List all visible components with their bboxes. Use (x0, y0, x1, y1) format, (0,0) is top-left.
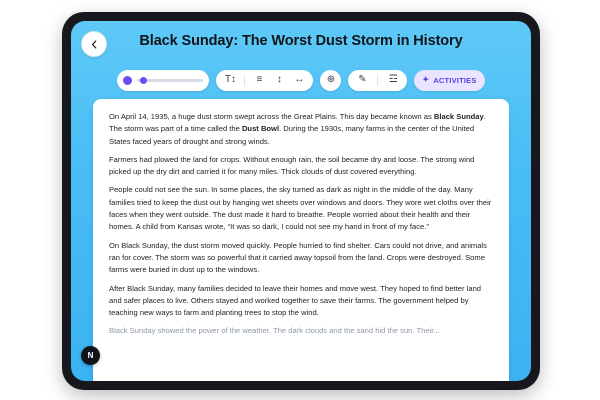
activities-button[interactable] (414, 70, 484, 91)
reader-toolbar (71, 67, 531, 93)
paragraph-text: People could not see the sun. In some places, the sky turned as dark as night in the middle of the day. Many families tried to keep the dust out by hanging wet sheets over windows and doors. They wore wet cloths over their faces when they went outside. The dust made it hard to breathe. People worried about their health and their homes. A child from Kansas wrote, “It was so dark, I could not see my hand in front of my face.” (109, 185, 492, 232)
document-paragraph (109, 154, 493, 179)
paragraph-text: On April 14, 1935, a huge dust storm swept across the Great Plains. This day became known as (109, 112, 434, 121)
page-title: Black Sunday: The Worst Dust Storm in History (139, 33, 463, 49)
text-format-group (216, 70, 313, 91)
paragraph-text: On Black Sunday, the dust storm moved quickly. People hurried to find shelter. Cars could not drive, and animals ran for cover. The storm was so powerful that it carried away topsoil from the land. Crops were destroyed. Some farms were buried in dust up to the windows. (109, 240, 487, 275)
slider-rail[interactable] (137, 79, 203, 82)
sparkle-icon: ✦ (422, 75, 430, 84)
avatar[interactable]: N (81, 346, 100, 365)
paragraph-text: After Black Sunday, many families decided to leave their homes and move west. They hoped to find better land and safer places to live. Others stayed and worked together to save their farms. The government helped by teaching new ways to farm and planting trees to stop the wind. (109, 283, 482, 318)
emphasized-term: Black Sunday (433, 112, 484, 121)
font-size-icon[interactable]: T↕ (224, 74, 236, 85)
tablet-device-frame (62, 12, 540, 390)
document-paragraph (109, 184, 493, 233)
paragraph-text: Black Sunday showed the power of the weather. The dark clouds and the sand hid the sun. Their... (109, 326, 440, 336)
document-paragraph (109, 325, 493, 337)
tablet-screen (71, 21, 531, 381)
paragraph-text: . During the 1930s, many farms in the center of the United States faced years of drought and strong winds. (109, 124, 475, 146)
brightness-slider[interactable] (117, 70, 209, 91)
activities-button-label: ACTIVITIES (433, 75, 477, 85)
paragraph-text: Farmers had plowed the land for crops. Without enough rain, the soil became dry and loose. The strong wind picked up the dry dirt and carried it for many miles. Thick clouds of dust covered everything. (109, 154, 475, 177)
slider-knob[interactable] (140, 77, 147, 84)
toolbar-divider-2 (377, 75, 378, 86)
highlight-lines-icon[interactable]: ☲ (388, 74, 398, 85)
document-page[interactable] (93, 99, 509, 381)
line-spacing-icon[interactable]: ↕ (276, 74, 282, 85)
slider-accent-dot (123, 76, 132, 85)
toolbar-divider (244, 75, 245, 86)
document-paragraph (109, 283, 493, 320)
emphasized-term: Dust Bowl (241, 124, 280, 134)
globe-icon: ⊕ (326, 74, 336, 85)
pen-icon[interactable]: ✎ (358, 74, 367, 85)
document-paragraph (109, 240, 493, 277)
paragraph-text: . The storm was part of a time called the (109, 112, 486, 134)
letter-spacing-icon[interactable]: ↔ (294, 74, 305, 85)
page-bottom-fade (93, 355, 509, 381)
annotation-group (348, 70, 407, 91)
text-align-icon[interactable]: ≡ (256, 74, 263, 85)
reader-topbar (71, 21, 531, 65)
document-body (109, 111, 493, 338)
language-button[interactable] (320, 70, 341, 91)
document-paragraph (109, 111, 493, 148)
